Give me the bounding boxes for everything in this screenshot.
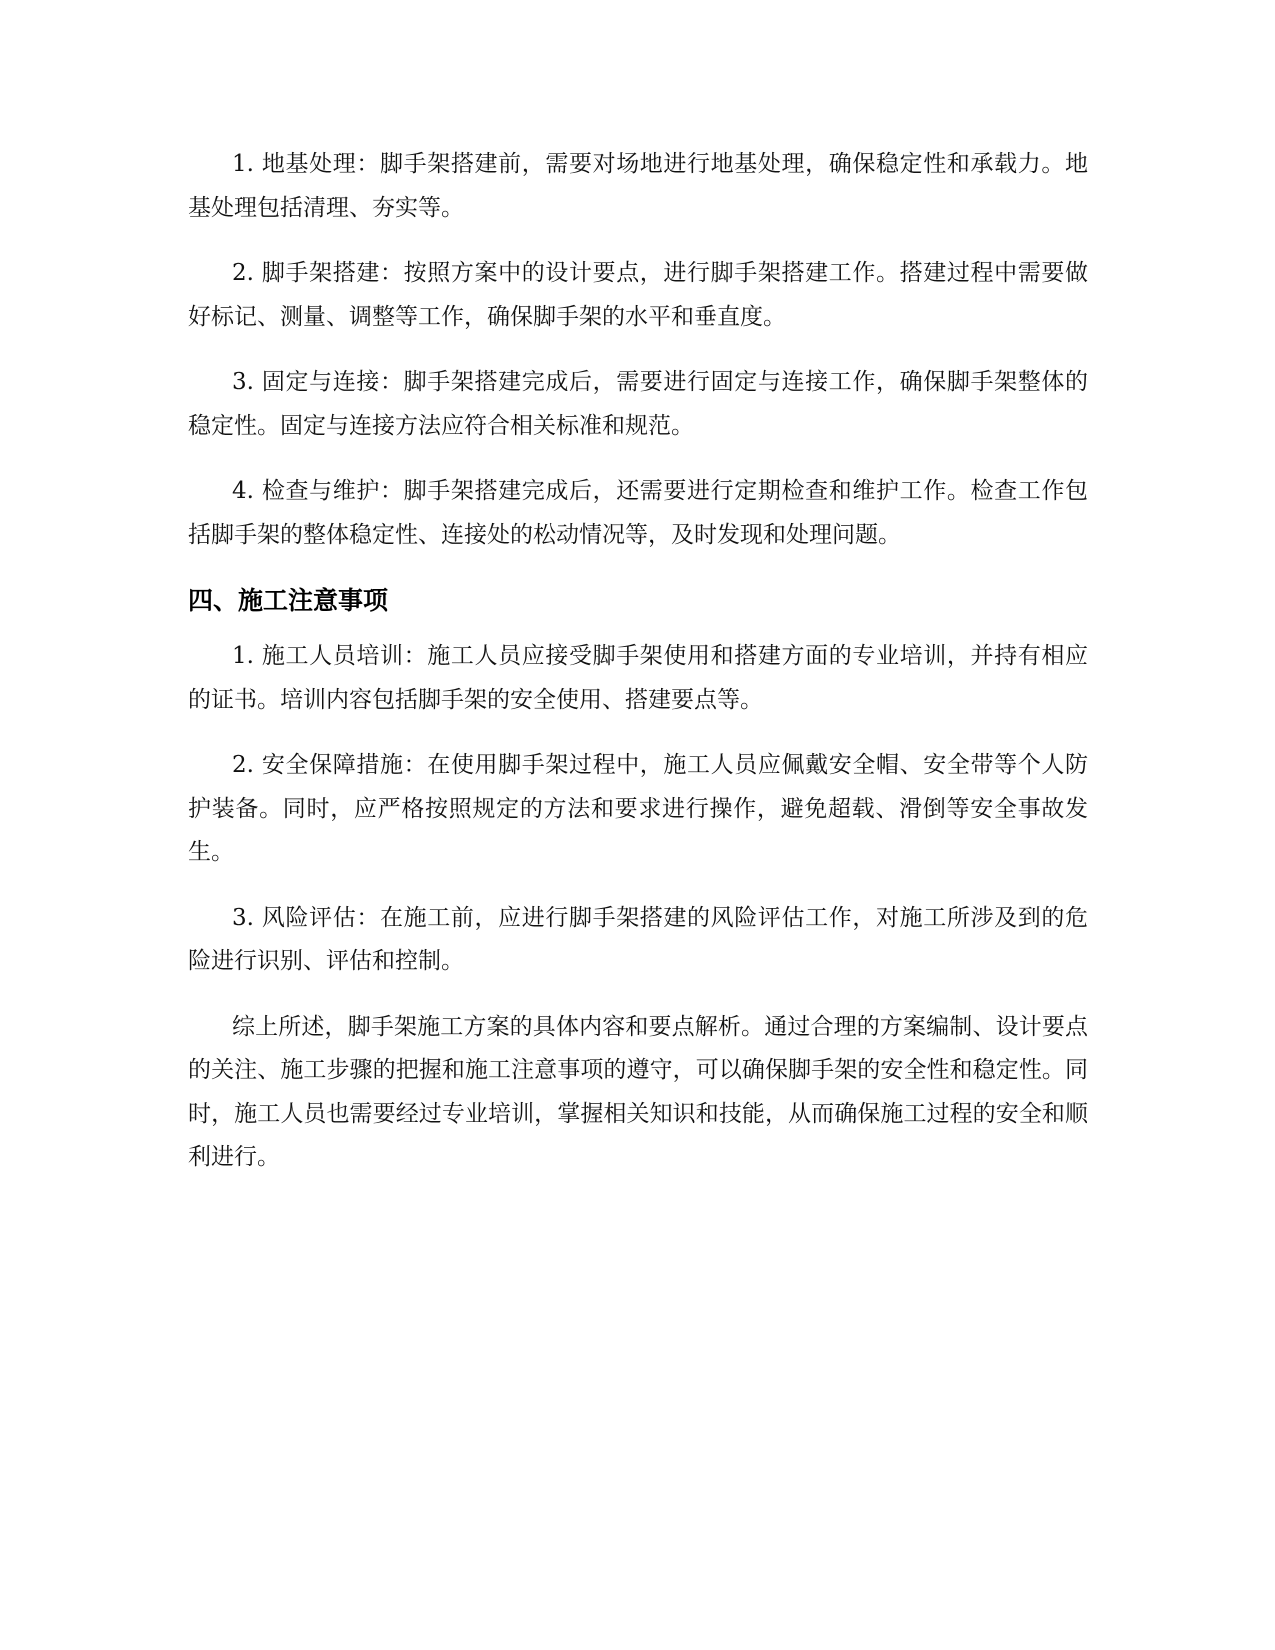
- paragraph-inspection-maintenance: 4. 检查与维护：脚手架搭建完成后，还需要进行定期检查和维护工作。检查工作包括脚手架的整体稳定性、连接处的松动情况等，及时发现和处理问题。: [188, 478, 1088, 548]
- paragraph-scaffold-erection: 2. 脚手架搭建：按照方案中的设计要点，进行脚手架搭建工作。搭建过程中需要做好标记、测量、调整等工作，确保脚手架的水平和垂直度。: [188, 260, 1088, 330]
- paragraph-safety-measures: 2. 安全保障措施：在使用脚手架过程中，施工人员应佩戴安全帽、安全带等个人防护装备。同时，应严格按照规定的方法和要求进行操作，避免超载、滑倒等安全事故发生。: [188, 752, 1088, 865]
- section-heading-precautions: 四、施工注意事项: [188, 586, 389, 615]
- paragraph-conclusion: 综上所述，脚手架施工方案的具体内容和要点解析。通过合理的方案编制、设计要点的关注、施工步骤的把握和施工注意事项的遵守，可以确保脚手架的安全性和稳定性。同时，施工人员也需要经过专业培训，掌握相关知识和技能，从而确保施工过程的安全和顺利进行。: [188, 1013, 1088, 1170]
- paragraph-risk-assessment: 3. 风险评估：在施工前，应进行脚手架搭建的风险评估工作，对施工所涉及到的危险进行识别、评估和控制。: [188, 904, 1088, 974]
- paragraph-foundation-treatment: 1. 地基处理：脚手架搭建前，需要对场地进行地基处理，确保稳定性和承载力。地基处理包括清理、夯实等。: [188, 151, 1088, 221]
- document-body: [188, 143, 1088, 1202]
- paragraph-fixing-connection: 3. 固定与连接：脚手架搭建完成后，需要进行固定与连接工作，确保脚手架整体的稳定性。固定与连接方法应符合相关标准和规范。: [188, 369, 1088, 439]
- paragraph-personnel-training: 1. 施工人员培训：施工人员应接受脚手架使用和搭建方面的专业培训，并持有相应的证书。培训内容包括脚手架的安全使用、搭建要点等。: [188, 643, 1088, 713]
